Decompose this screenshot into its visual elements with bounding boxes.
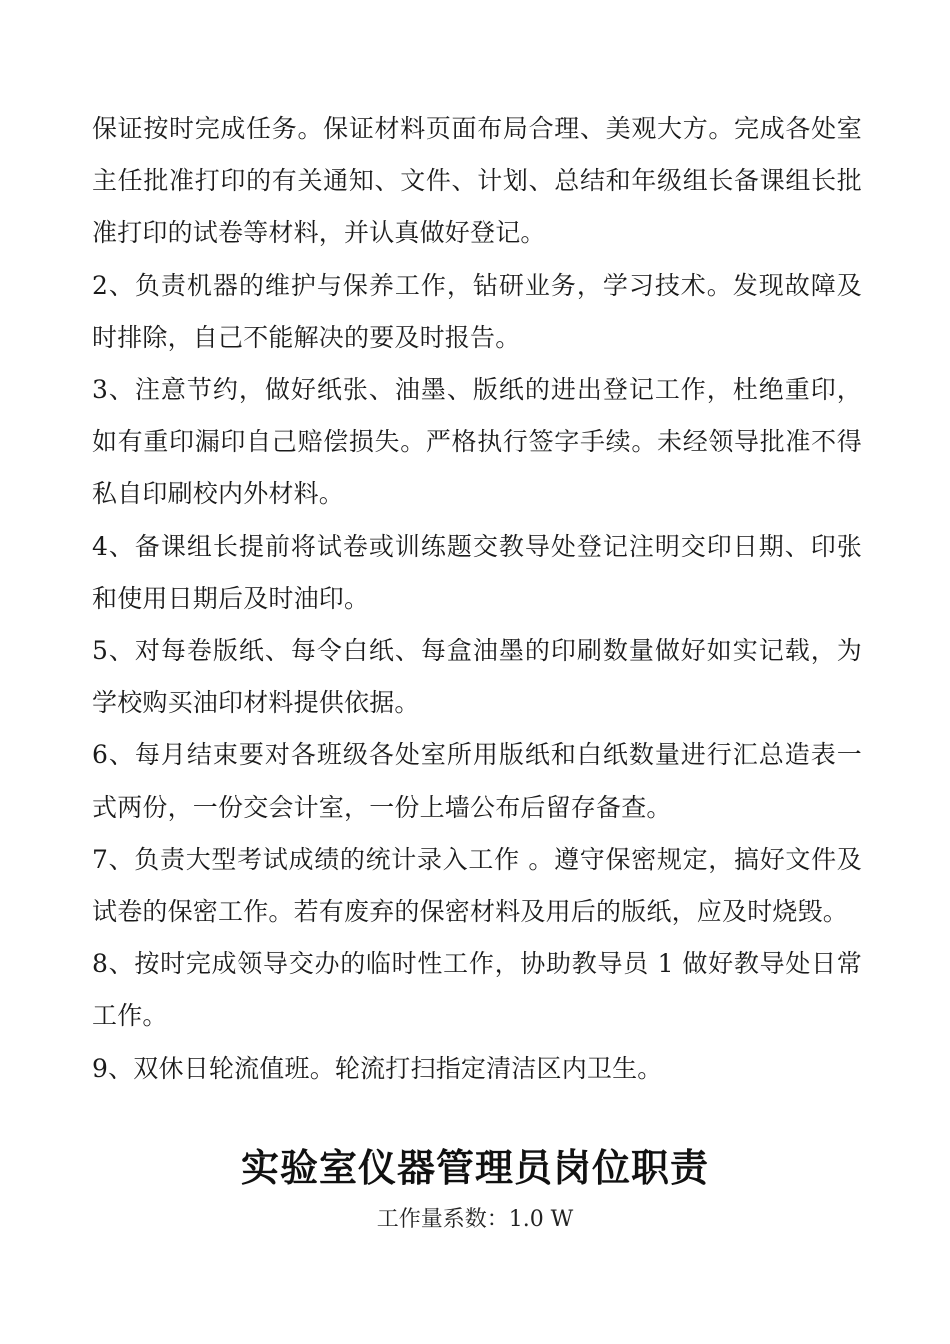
section-title: 实验室仪器管理员岗位职责 xyxy=(240,1146,709,1190)
duty-item-7: 7、负责大型考试成绩的统计录入工作 。遵守保密规定，搞好文件及试卷的保密工作。若有废弃的保密材料及用后的版纸，应及时烧毁。 xyxy=(92,844,862,927)
duty-item-5: 5、对每卷版纸、每令白纸、每盒油墨的印刷数量做好如实记载，为学校购买油印材料提供依据。 xyxy=(92,636,862,718)
duty-item-8: 8、按时完成领导交办的临时性工作，协助教导员 1 做好教导处日常工作。 xyxy=(92,949,862,1031)
workload-coefficient: 工作量系数：1.0 W xyxy=(376,1207,574,1232)
duty-item-6: 6、每月结束要对各班级各处室所用版纸和白纸数量进行汇总造表一式两份，一份交会计室，一份上墙公布后留存备查。 xyxy=(92,740,862,822)
duty-item-3: 3、注意节约，做好纸张、油墨、版纸的进出登记工作，杜绝重印，如有重印漏印自己赔偿损失。严格执行签字手续。未经领导批准不得私自印刷校内外材料。 xyxy=(92,375,862,509)
duty-item-4: 4、备课组长提前将试卷或训练题交教导处登记注明交印日期、印张和使用日期后及时油印。 xyxy=(92,531,862,613)
duty-list xyxy=(92,103,862,1095)
duty-item-2: 2、负责机器的维护与保养工作，钻研业务，学习技术。发现故障及时排除，自己不能解决的要及时报告。 xyxy=(92,270,862,352)
duty-item-9: 9、双休日轮流值班。轮流打扫指定清洁区内卫生。 xyxy=(92,1053,663,1083)
duty-paragraph-continuation: 保证按时完成任务。保证材料页面布局合理、美观大方。完成各处室主任批准打印的有关通知、文件、计划、总结和年级组长备课组长批准打印的试卷等材料，并认真做好登记。 xyxy=(92,114,862,248)
